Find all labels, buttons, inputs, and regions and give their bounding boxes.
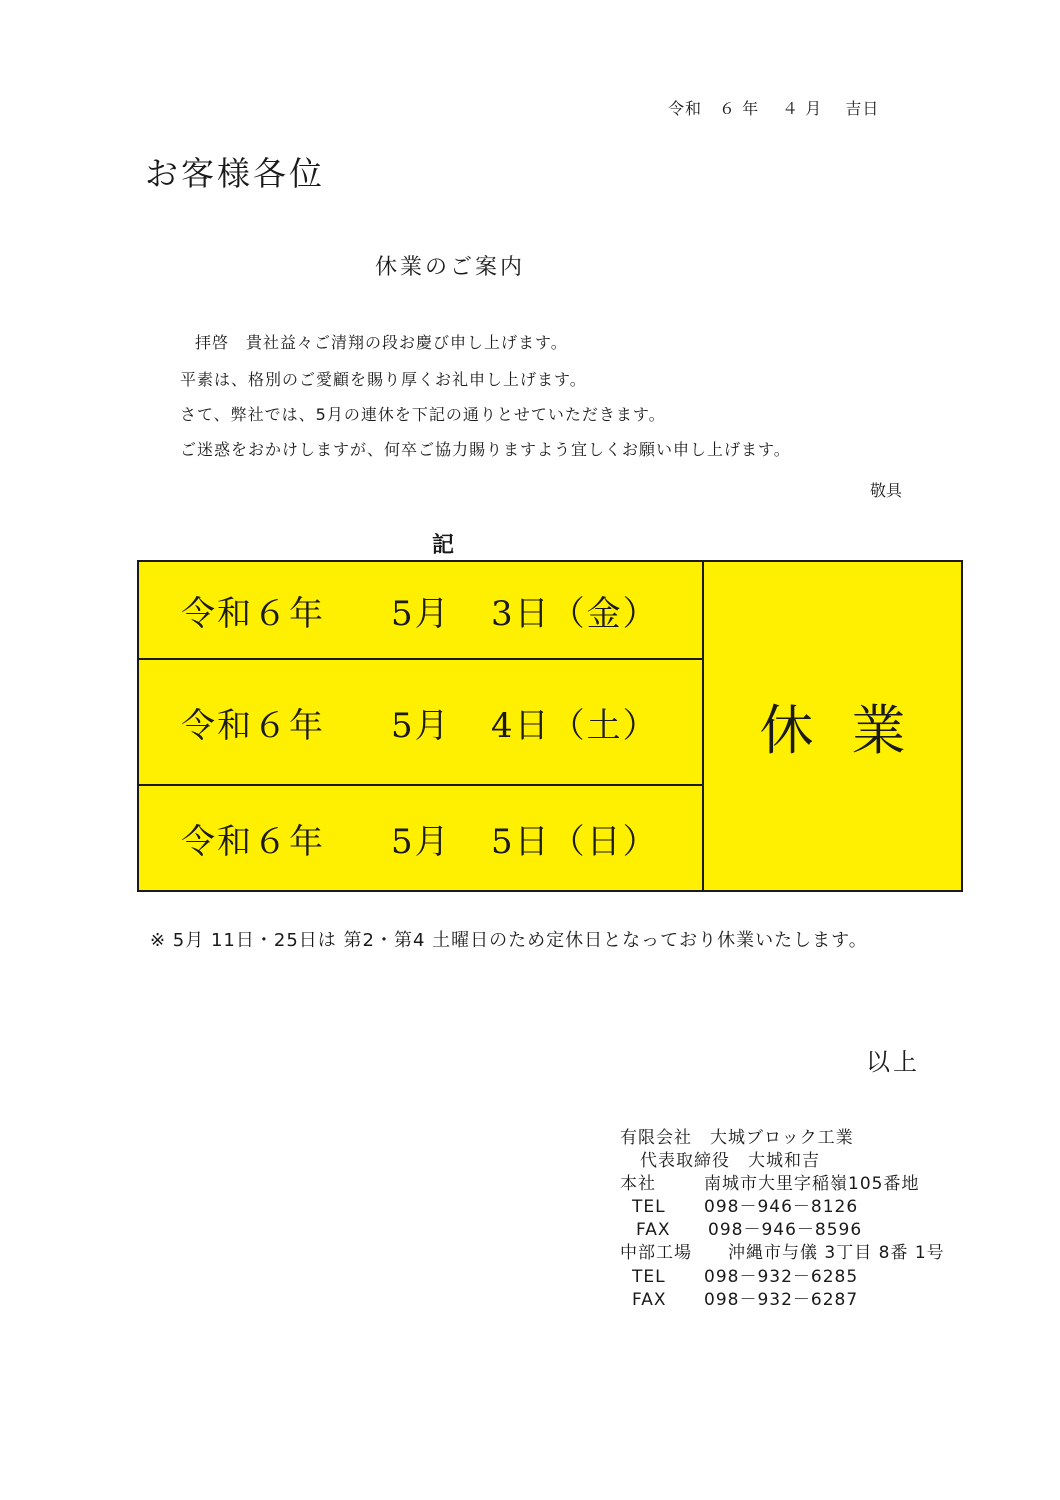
plant-tel-label: TEL bbox=[632, 1267, 666, 1287]
plant-fax-label: FAX bbox=[632, 1290, 667, 1310]
plant-fax-number: 098－932－6287 bbox=[704, 1290, 859, 1310]
closure-date-row bbox=[139, 660, 702, 786]
closed-status-cell: 休業 bbox=[759, 698, 944, 762]
closure-date-day: 5日（日） bbox=[491, 821, 659, 862]
closure-date-row bbox=[139, 562, 702, 660]
hq-fax-number: 098－946－8596 bbox=[708, 1220, 863, 1240]
hq-tel-number: 098－946－8126 bbox=[704, 1197, 859, 1217]
hq-label: 本社 bbox=[620, 1174, 656, 1194]
body-line-greeting: 拝啓 貴社益々ご清翔の段お慶び申し上げます。 bbox=[195, 333, 568, 352]
company-plant bbox=[620, 1238, 945, 1263]
body-line-announcement: さて、弊社では、5月の連休を下記の通りとせていただきます。 bbox=[180, 405, 666, 424]
closure-date-month: 5月 bbox=[391, 593, 451, 634]
closing-salutation: 敬具 bbox=[870, 481, 903, 500]
closure-dates-column bbox=[139, 562, 704, 890]
addressee: お客様各位 bbox=[145, 154, 325, 193]
company-representative: 代表取締役 大城和吉 bbox=[640, 1151, 820, 1171]
plant-address: 沖縄市与儀 3丁目 8番 1号 bbox=[728, 1243, 945, 1263]
closure-date-era: 令和６年 bbox=[181, 821, 325, 862]
notice-title: 休業のご案内 bbox=[375, 255, 526, 280]
ki-heading: 記 bbox=[432, 533, 455, 558]
hq-address: 南城市大里字稲嶺105番地 bbox=[704, 1174, 920, 1194]
hq-fax-label: FAX bbox=[636, 1220, 671, 1240]
plant-label: 中部工場 bbox=[620, 1243, 692, 1263]
footnote: ※ 5月 11日・25日は 第2・第4 土曜日のため定休日となっており休業いたします。 bbox=[150, 930, 868, 951]
closure-date-month: 5月 bbox=[391, 705, 451, 746]
closure-date-month: 5月 bbox=[391, 821, 451, 862]
plant-tel-number: 098－932－6285 bbox=[704, 1267, 859, 1287]
company-name: 有限会社 大城ブロック工業 bbox=[620, 1128, 854, 1148]
document-date: 令和 ６ 年 ４ 月 吉日 bbox=[668, 99, 880, 118]
company-plant-tel bbox=[632, 1262, 858, 1287]
company-plant-fax bbox=[632, 1285, 858, 1310]
body-line-thanks: 平素は、格別のご愛顧を賜り厚くお礼申し上げます。 bbox=[180, 370, 587, 389]
ijou-closing: 以上 bbox=[866, 1048, 920, 1076]
company-hq-fax bbox=[636, 1215, 862, 1240]
company-hq-tel bbox=[632, 1192, 858, 1217]
company-hq bbox=[620, 1169, 919, 1194]
body-line-apology: ご迷惑をおかけしますが、何卒ご協力賜りますよう宜しくお願い申し上げます。 bbox=[180, 440, 791, 459]
hq-tel-label: TEL bbox=[632, 1197, 666, 1217]
closure-date-row bbox=[139, 786, 702, 890]
closure-date-era: 令和６年 bbox=[181, 593, 325, 634]
closure-date-era: 令和６年 bbox=[181, 705, 325, 746]
closure-date-day: 3日（金） bbox=[491, 593, 659, 634]
closure-table bbox=[137, 560, 963, 892]
closure-date-day: 4日（土） bbox=[491, 705, 659, 746]
